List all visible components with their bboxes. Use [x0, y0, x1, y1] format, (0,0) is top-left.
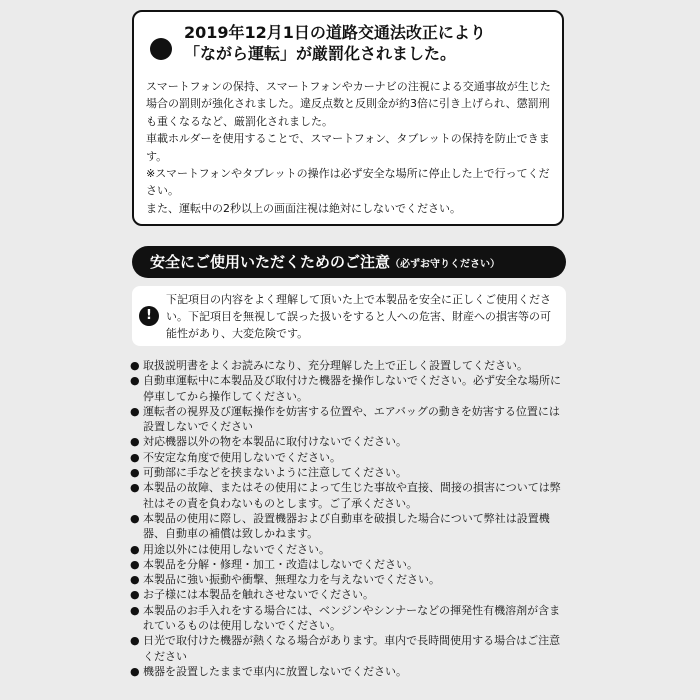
list-item: ● 取扱説明書をよくお読みになり、充分理解した上で正しく設置してください。 — [130, 358, 570, 373]
notice-paragraph: また、運転中の2秒以上の画面注視は絶対にしないでください。 — [146, 201, 461, 215]
notice-heading-line2: 「ながら運転」が厳罰化されました。 — [184, 44, 457, 63]
list-item: ● お子様には本製品を触れさせないでください。 — [130, 587, 570, 602]
section-subtitle: （必ずお守りください） — [390, 259, 501, 270]
list-item: ● 運転者の視界及び運転操作を妨害する位置や、エアバッグの動きを妨害する位置には設置しないでください — [130, 404, 570, 435]
list-item: ● 本製品を分解・修理・加工・改造はしないでください。 — [130, 557, 570, 572]
notice-heading — [184, 22, 554, 64]
warning-box — [132, 286, 566, 346]
notice-paragraph: スマートフォンの保持、スマートフォンやカーナビの注視による交通事故が生じた場合の罰則が強化されました。違反点数と反則金が約3倍に引き上げられ、懲罰刑も重くなるなど、厳罰化されました。 — [146, 80, 551, 128]
list-item: ● 日光で取付けた機器が熱くなる場合があります。車内で長時間使用する場合はご注意ください — [130, 633, 570, 664]
law-notice-box — [132, 10, 564, 226]
list-item: ● 不安定な角度で使用しないでください。 — [130, 450, 570, 465]
safety-section-banner — [132, 246, 566, 278]
list-item: ● 可動部に手などを挟まないように注意してください。 — [130, 465, 570, 480]
list-item: ● 機器を設置したままで車内に放置しないでください。 — [130, 664, 570, 679]
bullet-icon — [150, 38, 172, 60]
list-item: ● 対応機器以外の物を本製品に取付けないでください。 — [130, 434, 570, 449]
list-item: ● 本製品の故障、またはその使用によって生じた事故や直接、間接の損害については弊社はその責を負わないものとします。ご了承ください。 — [130, 480, 570, 511]
caution-list — [130, 358, 570, 679]
notice-paragraph: ※スマートフォンやタブレットの操作は必ず安全な場所に停止した上で行ってください。 — [146, 167, 550, 198]
notice-heading-line1: 2019年12月1日の道路交通法改正により — [184, 23, 486, 42]
list-item: ● 本製品の使用に際し、設置機器および自動車を破損した場合について弊社は設置機器、自動車の補償は致しかねます。 — [130, 511, 570, 542]
notice-paragraph: 車載ホルダーを使用することで、スマートフォン、タブレットの保持を防止できます。 — [146, 132, 550, 163]
section-title: 安全にご使用いただくためのご注意 — [150, 253, 391, 271]
list-item: ● 自動車運転中に本製品及び取付けた機器を操作しないでください。必ず安全な場所に停車してから操作してください。 — [130, 373, 570, 404]
notice-body — [146, 78, 558, 217]
list-item: ● 用途以外には使用しないでください。 — [130, 542, 570, 557]
warning-text: 下記項目の内容をよく理解して頂いた上で本製品を安全に正しくご使用ください。下記項目を無視して誤った扱いをすると人への危害、財産への損害等の可能性があり、大変危険です。 — [166, 293, 551, 340]
exclamation-icon: ! — [139, 306, 159, 326]
list-item: ● 本製品に強い振動や衝撃、無理な力を与えないでください。 — [130, 572, 570, 587]
list-item: ● 本製品のお手入れをする場合には、ベンジンやシンナーなどの揮発性有機溶剤が含まれているものは使用しないでください。 — [130, 603, 570, 634]
